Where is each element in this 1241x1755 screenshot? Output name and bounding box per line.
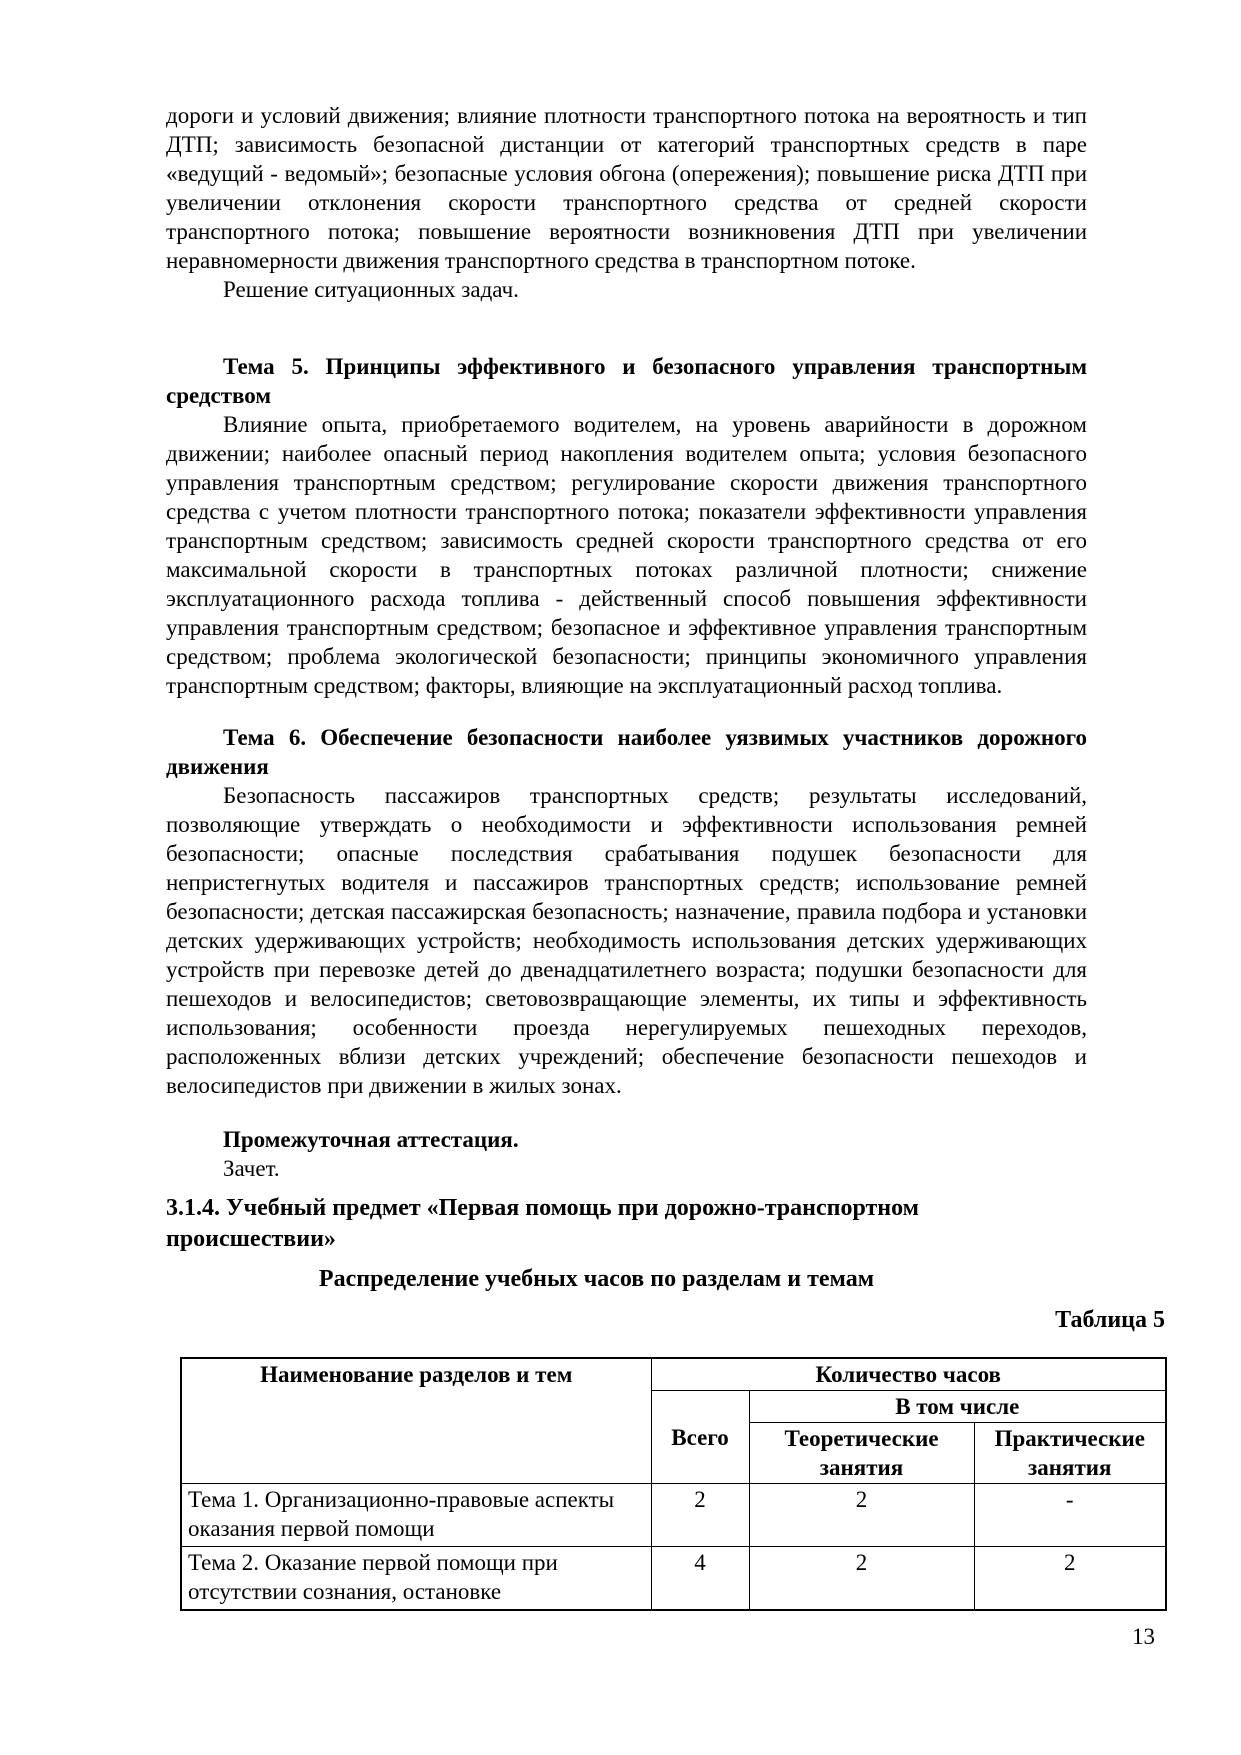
table-row <box>181 1547 1166 1611</box>
page-number: 13 <box>1132 1624 1155 1649</box>
row-practice: 2 <box>974 1547 1166 1611</box>
header-hours: Количество часов <box>651 1358 1166 1391</box>
row-total: 2 <box>651 1484 749 1547</box>
table-caption: Таблица 5 <box>1055 1307 1165 1333</box>
row-name: Тема 2. Оказание первой помощи при отсутствии сознания, остановке <box>181 1547 651 1611</box>
topic6-paragraph: Безопасность пассажиров транспортных средств; результаты исследований, позволяющие утверждать о необходимости и эффективности использования ремней безопасности; опасные последствия срабатывания подушек безопасности для непристегнутых водителя и пассажиров транспортных средств; использование ремней безопасности; детская пассажирская безопасность; назначение, правила подбора и установки детских удерживающих устройств; необходимость использования детских удерживающих устройств при перевозке детей до двенадцатилетнего возраста; подушки безопасности для пешеходов и велосипедистов; световозвращающие элементы, их типы и эффективность использования; особенности проезда нерегулируемых пешеходных переходов, расположенных вблизи детских учреждений; обеспечение безопасности пешеходов и велосипедистов при движении в жилых зонах. <box>166 783 1087 1098</box>
hours-table <box>180 1357 1167 1611</box>
hours-distribution-heading: Распределение учебных часов по разделам и темам <box>318 1266 875 1292</box>
interim-assessment-heading: Промежуточная аттестация. <box>223 1127 519 1152</box>
topic5-paragraph: Влияние опыта, приобретаемого водителем, на уровень аварийности в дорожном движении; наиболее опасный период накопления водителем опыта; условия безопасного управления транспортным средством; регулирование скорости движения транспортного средства с учетом плотности транспортного потока; показатели эффективности управления транспортным средством; зависимость средней скорости транспортного средства от его максимальной скорости в транспортных потоках различной плотности; снижение эксплуатационного расхода топлива - действенный способ повышения эффективности управления транспортным средством; безопасное и эффективное управления транспортным средством; проблема экологической безопасности; принципы экономичного управления транспортным средством; факторы, влияющие на эксплуатационный расход топлива. <box>166 412 1087 698</box>
header-including: В том числе <box>749 1391 1166 1423</box>
row-name: Тема 1. Организационно-правовые аспекты оказания первой помощи <box>181 1484 651 1547</box>
paragraph-situational-tasks: Решение ситуационных задач. <box>223 277 519 302</box>
row-practice: - <box>974 1484 1166 1547</box>
section-3-1-4-heading: 3.1.4. Учебный предмет «Первая помощь при дорожно-транспортном происшествии» <box>166 1195 919 1252</box>
header-practice: Практические занятия <box>974 1423 1166 1484</box>
header-name: Наименование разделов и тем <box>181 1358 651 1484</box>
topic6-heading: Тема 6. Обеспечение безопасности наиболее уязвимых участников дорожного движения <box>166 725 1087 779</box>
header-theory: Теоретические занятия <box>749 1423 974 1484</box>
page-content <box>166 0 1165 1611</box>
row-theory: 2 <box>749 1484 974 1547</box>
table-header-row-1 <box>181 1358 1166 1391</box>
header-total: Всего <box>651 1391 749 1484</box>
row-total: 4 <box>651 1547 749 1611</box>
row-theory: 2 <box>749 1547 974 1611</box>
table-row <box>181 1484 1166 1547</box>
topic5-heading: Тема 5. Принципы эффективного и безопасного управления транспортным средством <box>166 354 1087 408</box>
interim-assessment-value: Зачет. <box>223 1156 280 1181</box>
hours-table-block <box>180 1305 1165 1611</box>
paragraph-road-flow: дороги и условий движения; влияние плотности транспортного потока на вероятность и тип ДТП; зависимость безопасной дистанции от категорий транспортных средств в паре «ведущий - ведомый»; безопасные условия обгона (опережения); повышение риска ДТП при увеличении отклонения скорости транспортного средства от средней скорости транспортного потока; повышение вероятности возникновения ДТП при увеличении неравномерности движения транспортного средства в транспортном потоке. <box>166 103 1087 273</box>
